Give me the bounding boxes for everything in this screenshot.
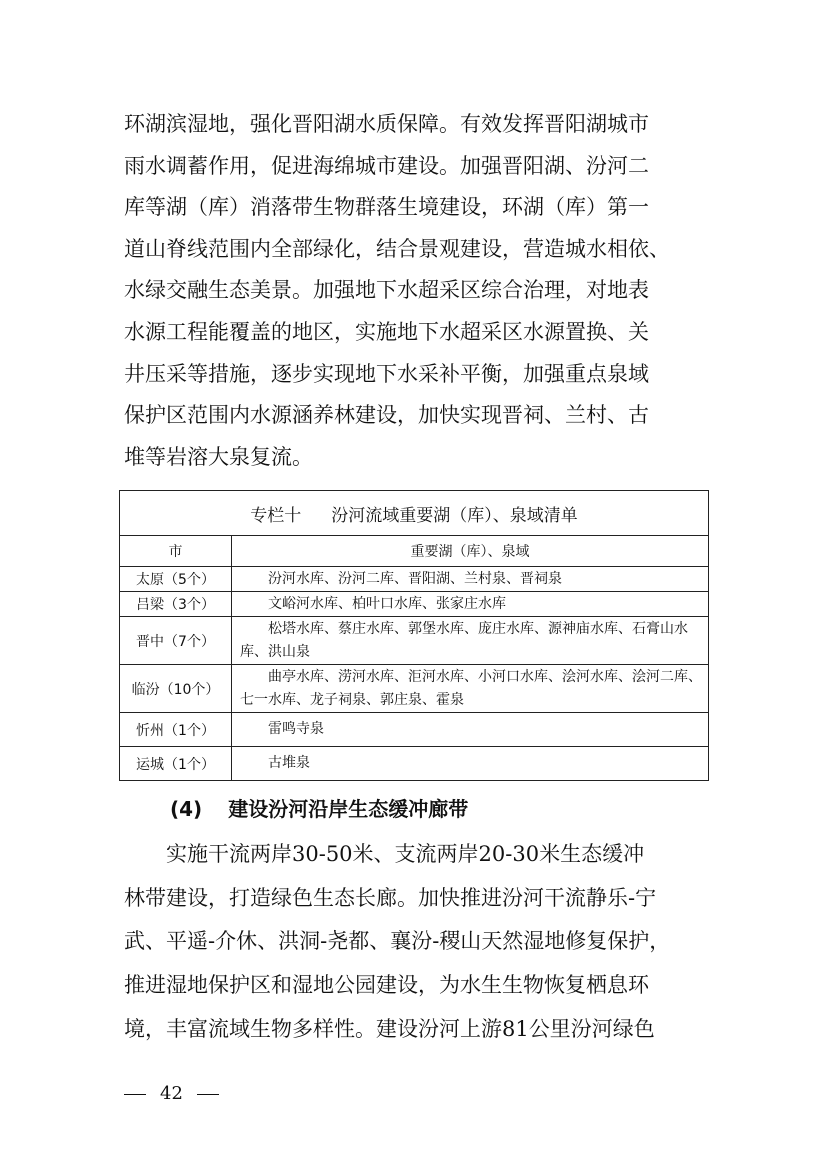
- text-line: 武、平遥-介休、洪洞-尧都、襄汾-稷山天然湿地修复保护，: [124, 929, 671, 954]
- text-line: 水绿交融生态美景。加强地下水超采区综合治理，对地表: [124, 278, 649, 303]
- table-row: [120, 617, 709, 665]
- page-footer: [124, 1083, 219, 1104]
- text-line: 道山脊线范围内全部绿化，结合景观建设，营造城水相依、: [124, 236, 670, 261]
- table-row: [120, 747, 709, 781]
- items-cell: 汾河水库、汾河二库、晋阳湖、兰村泉、晋祠泉: [232, 567, 709, 592]
- column-header-list: 重要湖（库）、泉域: [232, 536, 709, 567]
- body-paragraph-2: [124, 833, 704, 1052]
- items-cell: 松塔水库、蔡庄水库、郭堡水库、庞庄水库、源神庙水库、石膏山水库、洪山泉: [232, 617, 709, 665]
- text-line: 实施干流两岸30-50米、支流两岸20-30米生态缓冲: [124, 842, 645, 866]
- text-line: 水源工程能覆盖的地区，实施地下水超采区水源置换、关: [124, 319, 649, 344]
- text-line: 林带建设，打造绿色生态长廊。加快推进汾河干流静乐-宁: [124, 885, 657, 910]
- footer-dash-right: [197, 1094, 219, 1095]
- table-title-prefix: 专栏十: [250, 505, 302, 526]
- table-row: [120, 567, 709, 592]
- city-cell: 太原（5个）: [120, 567, 232, 592]
- text-line: 境，丰富流域生物多样性。建设汾河上游81公里汾河绿色: [124, 1016, 655, 1041]
- city-cell: 临汾（10个）: [120, 665, 232, 713]
- items-cell: 古堆泉: [232, 747, 709, 781]
- text-line: 库等湖（库）消落带生物群落生境建设，环湖（库）第一: [124, 195, 649, 220]
- table-title-main: 汾河流域重要湖（库）、泉域清单: [331, 505, 578, 526]
- table-title: [120, 491, 709, 536]
- text-line: 环湖滨湿地，强化晋阳湖水质保障。有效发挥晋阳湖城市: [124, 112, 649, 136]
- items-cell: 文峪河水库、柏叶口水库、张家庄水库: [232, 592, 709, 617]
- city-cell: 晋中（7个）: [120, 617, 232, 665]
- footer-dash-left: [124, 1094, 146, 1095]
- city-cell: 吕梁（3个）: [120, 592, 232, 617]
- city-cell: 忻州（1个）: [120, 713, 232, 747]
- section-heading: [170, 793, 468, 822]
- page-number: 42: [160, 1083, 183, 1104]
- table-row: [120, 665, 709, 713]
- text-line: 雨水调蓄作用，促进海绵城市建设。加强晋阳湖、汾河二: [124, 153, 649, 178]
- table-row: [120, 713, 709, 747]
- text-line: 井压采等措施，逐步实现地下水采补平衡，加强重点泉域: [124, 361, 649, 386]
- lakes-springs-table: [119, 490, 709, 781]
- items-cell: 曲亭水库、涝河水库、洰河水库、小河口水库、浍河水库、浍河二库、七一水库、龙子祠泉、郭庄泉、霍泉: [232, 665, 709, 713]
- items-cell: 雷鸣寺泉: [232, 713, 709, 747]
- body-paragraph-1: [124, 104, 694, 478]
- table-header-row: [120, 536, 709, 567]
- text-line: 推进湿地保护区和湿地公园建设，为水生生物恢复栖息环: [124, 973, 649, 998]
- column-header-city: 市: [120, 536, 232, 567]
- text-line: 堆等岩溶大泉复流。: [124, 444, 313, 469]
- text-line: 保护区范围内水源涵养林建设，加快实现晋祠、兰村、古: [124, 403, 649, 428]
- city-cell: 运城（1个）: [120, 747, 232, 781]
- table-row: [120, 592, 709, 617]
- section-number: (4): [170, 797, 203, 821]
- section-title: 建设汾河沿岸生态缓冲廊带: [228, 797, 469, 821]
